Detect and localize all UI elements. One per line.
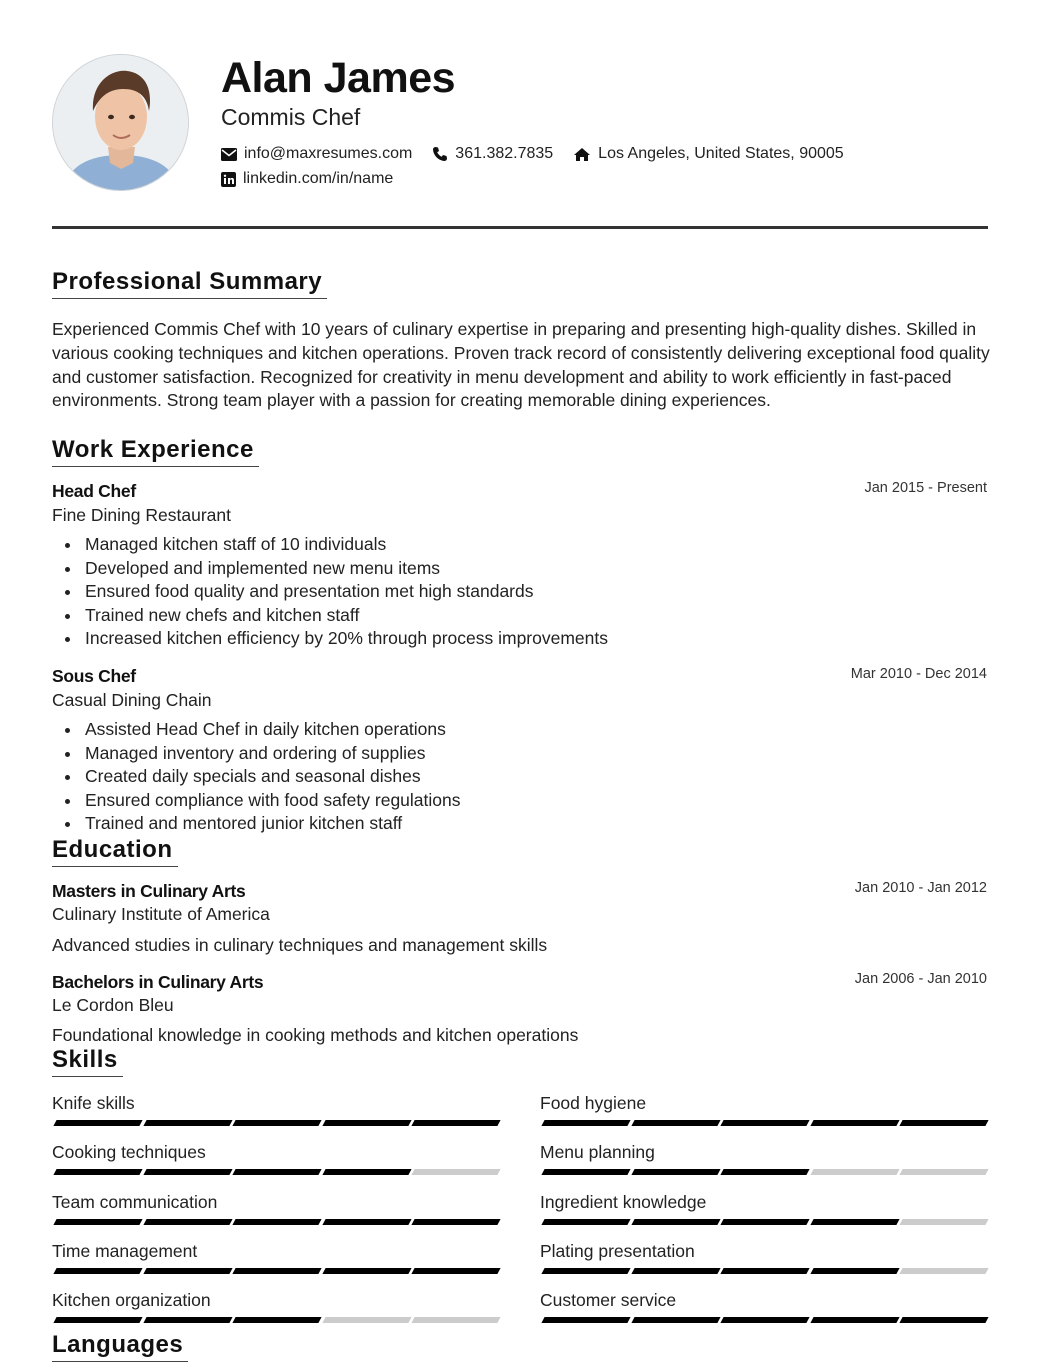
skill-level-segment — [810, 1120, 899, 1126]
job-title: Head Chef — [52, 481, 136, 501]
linkedin-text: linkedin.com/in/name — [243, 170, 394, 187]
candidate-name: Alan James — [221, 54, 456, 102]
skill-level-segment — [810, 1317, 899, 1323]
skill-name: Knife skills — [52, 1093, 135, 1113]
languages-heading: Languages — [52, 1331, 188, 1362]
skill-level-segment — [143, 1268, 232, 1274]
profile-photo — [52, 54, 189, 191]
skill-level-segment — [232, 1219, 321, 1225]
job-bullet: Trained and mentored junior kitchen staff — [85, 812, 461, 836]
phone-text: 361.382.7835 — [455, 145, 554, 162]
job-bullet: Increased kitchen efficiency by 20% through process improvements — [85, 627, 608, 651]
job-bullet: Trained new chefs and kitchen staff — [85, 604, 608, 628]
skill-level-segment — [53, 1169, 142, 1175]
header-divider — [52, 226, 988, 229]
email-text: info@maxresumes.com — [244, 145, 413, 162]
skill-level-bar — [540, 1219, 987, 1226]
job-title: Sous Chef — [52, 666, 136, 686]
education-description: Advanced studies in culinary techniques and management skills — [52, 935, 548, 955]
envelope-icon — [221, 148, 237, 161]
skill-item — [52, 1290, 499, 1330]
location-text: Los Angeles, United States, 90005 — [598, 145, 844, 162]
skill-level-segment — [53, 1219, 142, 1225]
education-dates: Jan 2006 - Jan 2010 — [854, 971, 987, 987]
skill-level-segment — [232, 1268, 321, 1274]
skill-level-segment — [720, 1219, 809, 1225]
school-name: Culinary Institute of America — [52, 904, 270, 924]
education-description: Foundational knowledge in cooking methods and kitchen operations — [52, 1025, 579, 1045]
skill-level-segment — [899, 1317, 988, 1323]
skill-level-segment — [53, 1120, 142, 1126]
skill-level-segment — [411, 1317, 500, 1323]
job-bullet: Managed inventory and ordering of supplies — [85, 742, 461, 766]
skill-level-segment — [720, 1317, 809, 1323]
education-dates: Jan 2010 - Jan 2012 — [854, 880, 987, 896]
skill-level-bar — [540, 1169, 987, 1176]
candidate-role: Commis Chef — [221, 104, 361, 130]
skill-name: Menu planning — [540, 1142, 655, 1163]
job-bullet: Managed kitchen staff of 10 individuals — [85, 533, 608, 557]
job-company: Casual Dining Chain — [52, 690, 212, 710]
skill-level-segment — [322, 1120, 411, 1126]
skill-level-segment — [143, 1169, 232, 1175]
skill-item — [52, 1142, 499, 1182]
skill-name: Team communication — [52, 1191, 218, 1212]
job-bullet: Ensured food quality and presentation met high standards — [85, 580, 608, 604]
skill-level-segment — [720, 1169, 809, 1175]
skill-level-segment — [143, 1219, 232, 1225]
skill-level-segment — [631, 1169, 720, 1175]
skill-level-segment — [899, 1120, 988, 1126]
skill-item — [52, 1241, 499, 1281]
skill-name: Ingredient knowledge — [540, 1191, 707, 1212]
job-bullet: Developed and implemented new menu items — [85, 557, 608, 581]
skill-level-bar — [540, 1317, 987, 1324]
skill-level-segment — [411, 1219, 500, 1225]
skill-level-segment — [899, 1219, 988, 1225]
contact-email[interactable] — [221, 145, 412, 163]
skill-level-bar — [52, 1317, 499, 1324]
degree-title: Masters in Culinary Arts — [52, 881, 246, 901]
skill-level-segment — [541, 1219, 630, 1225]
skill-item — [52, 1093, 499, 1133]
skill-level-segment — [411, 1268, 500, 1274]
job-bullet: Ensured compliance with food safety regulations — [85, 789, 461, 813]
skill-level-segment — [631, 1219, 720, 1225]
skill-level-segment — [899, 1169, 988, 1175]
job-bullet: Created daily specials and seasonal dishes — [85, 765, 461, 789]
skill-level-bar — [540, 1120, 987, 1127]
experience-heading: Work Experience — [52, 436, 259, 467]
skill-level-segment — [322, 1169, 411, 1175]
skill-level-bar — [540, 1268, 987, 1275]
contact-location — [573, 145, 844, 163]
contact-row-secondary — [221, 170, 413, 188]
skill-level-bar — [52, 1268, 499, 1275]
phone-icon — [432, 146, 448, 162]
skill-item — [540, 1142, 987, 1182]
skill-level-segment — [232, 1169, 321, 1175]
skill-level-segment — [631, 1268, 720, 1274]
skill-level-segment — [631, 1120, 720, 1126]
school-name: Le Cordon Bleu — [52, 995, 174, 1015]
skill-item — [540, 1192, 987, 1232]
summary-heading: Professional Summary — [52, 268, 327, 299]
skill-level-segment — [541, 1317, 630, 1323]
skill-item — [52, 1192, 499, 1232]
contact-phone[interactable] — [432, 145, 553, 163]
skill-level-segment — [810, 1268, 899, 1274]
contact-row-primary — [221, 145, 864, 163]
skill-level-segment — [720, 1268, 809, 1274]
home-icon — [573, 147, 591, 162]
job-company: Fine Dining Restaurant — [52, 505, 231, 525]
skill-name: Customer service — [540, 1290, 677, 1311]
job-dates: Mar 2010 - Dec 2014 — [850, 666, 987, 682]
linkedin-icon — [221, 172, 236, 187]
job-bullets — [85, 533, 608, 651]
contact-linkedin[interactable] — [221, 170, 393, 188]
degree-title: Bachelors in Culinary Arts — [52, 972, 264, 992]
skill-name: Food hygiene — [540, 1093, 647, 1113]
skill-level-bar — [52, 1120, 499, 1127]
skill-level-segment — [232, 1317, 321, 1323]
skill-level-segment — [631, 1317, 720, 1323]
skill-name: Cooking techniques — [52, 1142, 206, 1163]
skill-level-segment — [322, 1219, 411, 1225]
skill-level-segment — [322, 1268, 411, 1274]
job-bullet: Assisted Head Chef in daily kitchen operations — [85, 718, 461, 742]
skill-name: Plating presentation — [540, 1240, 695, 1261]
skill-level-bar — [52, 1219, 499, 1226]
skill-level-segment — [541, 1120, 630, 1126]
person-avatar-icon — [53, 55, 189, 191]
skill-level-segment — [411, 1169, 500, 1175]
resume-header — [52, 54, 988, 194]
job-bullets — [85, 718, 461, 836]
skill-level-segment — [232, 1120, 321, 1126]
job-dates: Jan 2015 - Present — [864, 480, 987, 496]
skill-item — [540, 1241, 987, 1281]
education-heading: Education — [52, 836, 178, 867]
skill-level-segment — [899, 1268, 988, 1274]
summary-text: Experienced Commis Chef with 10 years of culinary expertise in preparing and presenting high-quality dishes. Skilled in various cooking techniques and kitchen operations. Proven track record of consistently delivering exceptional food quality and customer satisfaction. Recognized for creativity in menu development and ability to work efficiently in fast-paced environments. Strong team player with a passion for creating memorable dining experiences. — [52, 319, 990, 411]
skill-level-segment — [541, 1268, 630, 1274]
skill-level-segment — [143, 1317, 232, 1323]
skill-name: Time management — [52, 1240, 198, 1261]
skill-level-segment — [810, 1169, 899, 1175]
skill-level-segment — [810, 1219, 899, 1225]
skill-level-segment — [322, 1317, 411, 1323]
skill-level-segment — [53, 1317, 142, 1323]
skills-heading: Skills — [52, 1046, 123, 1077]
skill-level-segment — [143, 1120, 232, 1126]
skill-name: Kitchen organization — [52, 1290, 211, 1311]
skill-level-segment — [541, 1169, 630, 1175]
skill-item — [540, 1290, 987, 1330]
skill-level-segment — [411, 1120, 500, 1126]
skill-item — [540, 1093, 987, 1133]
skill-level-segment — [720, 1120, 809, 1126]
skill-level-segment — [53, 1268, 142, 1274]
skill-level-bar — [52, 1169, 499, 1176]
